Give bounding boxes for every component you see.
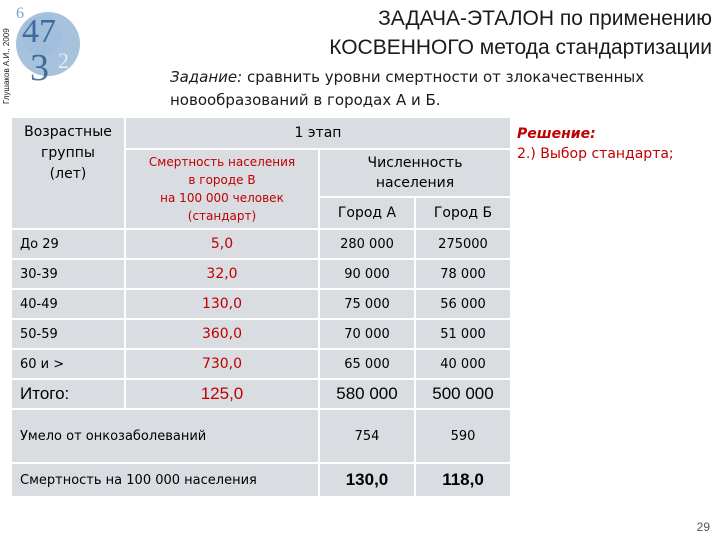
mortality-city-a: 130,0 bbox=[320, 464, 414, 496]
deaths-city-b: 590 bbox=[416, 410, 510, 462]
age-header-line: Возрастные bbox=[24, 124, 112, 140]
row-city-b: 40 000 bbox=[416, 350, 510, 378]
row-city-a: 280 000 bbox=[320, 230, 414, 258]
row-city-b: 51 000 bbox=[416, 320, 510, 348]
numbers-logo-icon bbox=[12, 0, 90, 92]
mortality-label: Смертность на 100 000 населения bbox=[12, 464, 318, 496]
task-text-2: новообразований в городах А и Б. bbox=[170, 91, 441, 109]
population-header-line: населения bbox=[375, 175, 455, 191]
row-age: 30-39 bbox=[12, 260, 124, 288]
deaths-label: Умело от онкозаболеваний bbox=[12, 410, 318, 462]
standard-header-line: Смертность населения bbox=[148, 155, 296, 169]
standard-header-line: в городе В bbox=[188, 173, 256, 187]
row-age: 60 и > bbox=[12, 350, 124, 378]
row-age: До 29 bbox=[12, 230, 124, 258]
total-label: Итого: bbox=[12, 380, 124, 408]
task-text bbox=[170, 66, 710, 112]
row-rate: 730,0 bbox=[126, 350, 318, 378]
row-rate: 360,0 bbox=[126, 320, 318, 348]
solution-label: Решение: bbox=[517, 126, 596, 142]
svg-text:6: 6 bbox=[16, 5, 24, 22]
stage-header: 1 этап bbox=[126, 118, 510, 148]
row-age: 40-49 bbox=[12, 290, 124, 318]
title-line-2: КОСВЕННОГО метода стандартизации bbox=[329, 36, 712, 59]
standard-header-line: на 100 000 человек bbox=[160, 191, 284, 205]
age-header-line: группы bbox=[41, 145, 95, 161]
row-city-a: 65 000 bbox=[320, 350, 414, 378]
row-rate: 130,0 bbox=[126, 290, 318, 318]
svg-text:2: 2 bbox=[58, 48, 69, 73]
solution-note bbox=[517, 124, 717, 164]
row-rate: 32,0 bbox=[126, 260, 318, 288]
mortality-city-b: 118,0 bbox=[416, 464, 510, 496]
task-label: Задание: bbox=[170, 68, 243, 86]
row-city-b: 56 000 bbox=[416, 290, 510, 318]
row-rate: 5,0 bbox=[126, 230, 318, 258]
row-city-b: 78 000 bbox=[416, 260, 510, 288]
deaths-city-a: 754 bbox=[320, 410, 414, 462]
row-city-a: 90 000 bbox=[320, 260, 414, 288]
age-header-line: (лет) bbox=[49, 166, 87, 182]
age-group-header bbox=[12, 118, 124, 228]
row-city-b: 275000 bbox=[416, 230, 510, 258]
svg-text:3: 3 bbox=[30, 47, 49, 89]
city-b-header: Город Б bbox=[416, 198, 510, 228]
population-header-line: Численность bbox=[367, 155, 463, 171]
page-number: 29 bbox=[696, 520, 710, 534]
total-city-a: 580 000 bbox=[320, 380, 414, 408]
row-city-a: 75 000 bbox=[320, 290, 414, 318]
task-text-1: сравнить уровни смертности от злокачественных bbox=[242, 68, 645, 86]
author-credit: Глушаков А.И., 2009 bbox=[2, 28, 11, 104]
total-city-b: 500 000 bbox=[416, 380, 510, 408]
city-a-header: Город А bbox=[320, 198, 414, 228]
population-header bbox=[320, 150, 510, 196]
row-age: 50-59 bbox=[12, 320, 124, 348]
total-rate: 125,0 bbox=[126, 380, 318, 408]
slide-title bbox=[242, 4, 712, 62]
svg-text:47: 47 bbox=[22, 13, 56, 50]
standard-header-line: (стандарт) bbox=[187, 209, 257, 223]
row-city-a: 70 000 bbox=[320, 320, 414, 348]
standard-mortality-header bbox=[126, 150, 318, 228]
title-line-1: ЗАДАЧА-ЭТАЛОН по применению bbox=[378, 7, 712, 30]
solution-step: 2.) Выбор стандарта; bbox=[517, 146, 674, 162]
